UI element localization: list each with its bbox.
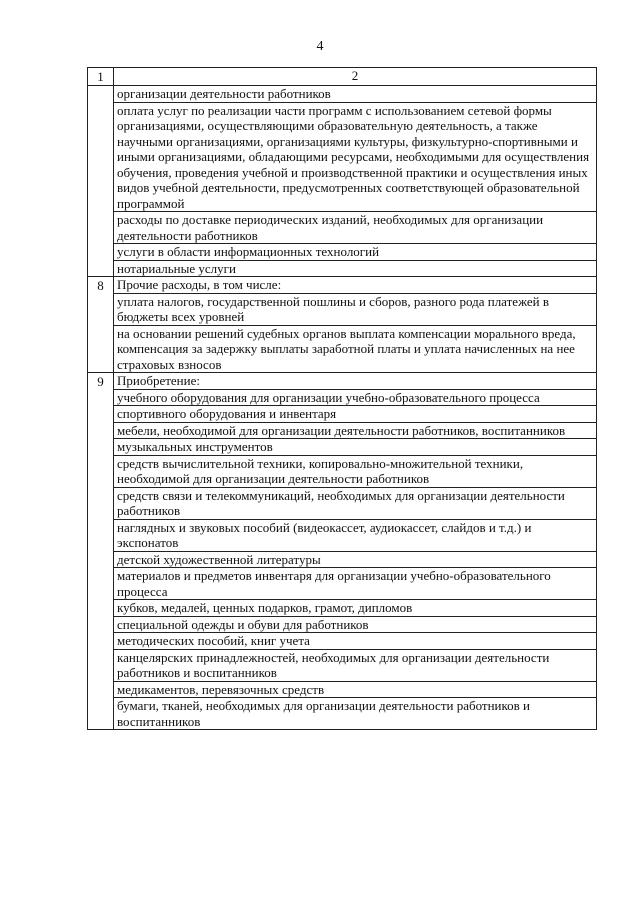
item-text-cell: материалов и предметов инвентаря для организации учебно-образовательного процесса (114, 568, 597, 600)
table-row (88, 102, 597, 212)
table-row (88, 487, 597, 519)
item-text-cell: средств вычислительной техники, копировально-множительной техники, необходимой для организации деятельности работников (114, 455, 597, 487)
item-text-cell: средств связи и телекоммуникаций, необходимых для организации деятельности работников (114, 487, 597, 519)
item-text-cell: наглядных и звуковых пособий (видеокассет, аудиокассет, слайдов и т.д.) и экспонатов (114, 519, 597, 551)
item-text-cell: расходы по доставке периодических изданий, необходимых для организации деятельности работников (114, 212, 597, 244)
item-text-cell: спортивного оборудования и инвентаря (114, 406, 597, 423)
table-row (88, 519, 597, 551)
header-col-1: 1 (88, 68, 114, 86)
item-text-cell: бумаги, тканей, необходимых для организации деятельности работников и воспитанников (114, 698, 597, 730)
table-row (88, 439, 597, 456)
table-row (88, 325, 597, 373)
table-row (88, 212, 597, 244)
table-row (88, 649, 597, 681)
item-text-cell: специальной одежды и обуви для работников (114, 616, 597, 633)
item-text-cell: Приобретение: (114, 373, 597, 390)
table-row (88, 389, 597, 406)
page-number: 4 (316, 39, 324, 54)
item-text-cell: медикаментов, перевязочных средств (114, 681, 597, 698)
row-number-cell: 9 (88, 373, 114, 730)
item-text-cell: организации деятельности работников (114, 86, 597, 103)
table-row (88, 633, 597, 650)
table-row (88, 406, 597, 423)
row-number-cell (88, 86, 114, 277)
item-text-cell: на основании решений судебных органов выплата компенсации морального вреда, компенсация за задержку выплаты заработной платы и уплата начисленных на нее страховых взносов (114, 325, 597, 373)
item-text-cell: методических пособий, книг учета (114, 633, 597, 650)
item-text-cell: канцелярских принадлежностей, необходимых для организации деятельности работников и воспитанников (114, 649, 597, 681)
expenses-table (87, 67, 597, 730)
item-text-cell: детской художественной литературы (114, 551, 597, 568)
table-row (88, 698, 597, 730)
row-number-cell: 8 (88, 277, 114, 373)
table-row (88, 260, 597, 277)
header-col-2: 2 (114, 68, 597, 86)
table-row (88, 373, 597, 390)
table-row (88, 551, 597, 568)
table-row (88, 681, 597, 698)
item-text-cell: музыкальных инструментов (114, 439, 597, 456)
item-text-cell: уплата налогов, государственной пошлины и сборов, разного рода платежей в бюджеты всех уровней (114, 293, 597, 325)
item-text-cell: оплата услуг по реализации части программ с использованием сетевой формы организациями, осуществляющими образовательную деятельность, а также научными организациями, организациями культуры, физкультурно-спортивными и иными организациями, обладающими ресурсами, необходимыми для осуществления обучения, проведения учебной и производственной практики и осуществления иных видов учебной деятельности, предусмотренных соответствующей образовательной программой (114, 102, 597, 212)
table-row (88, 422, 597, 439)
table-row (88, 293, 597, 325)
table-row (88, 600, 597, 617)
table-row (88, 568, 597, 600)
table-row (88, 277, 597, 294)
table-row (88, 455, 597, 487)
table-row (88, 86, 597, 103)
table-header-row (88, 68, 597, 86)
item-text-cell: учебного оборудования для организации учебно-образовательного процесса (114, 389, 597, 406)
item-text-cell: услуги в области информационных технологий (114, 244, 597, 261)
item-text-cell: мебели, необходимой для организации деятельности работников, воспитанников (114, 422, 597, 439)
item-text-cell: кубков, медалей, ценных подарков, грамот, дипломов (114, 600, 597, 617)
item-text-cell: Прочие расходы, в том числе: (114, 277, 597, 294)
item-text-cell: нотариальные услуги (114, 260, 597, 277)
table-row (88, 244, 597, 261)
table-row (88, 616, 597, 633)
